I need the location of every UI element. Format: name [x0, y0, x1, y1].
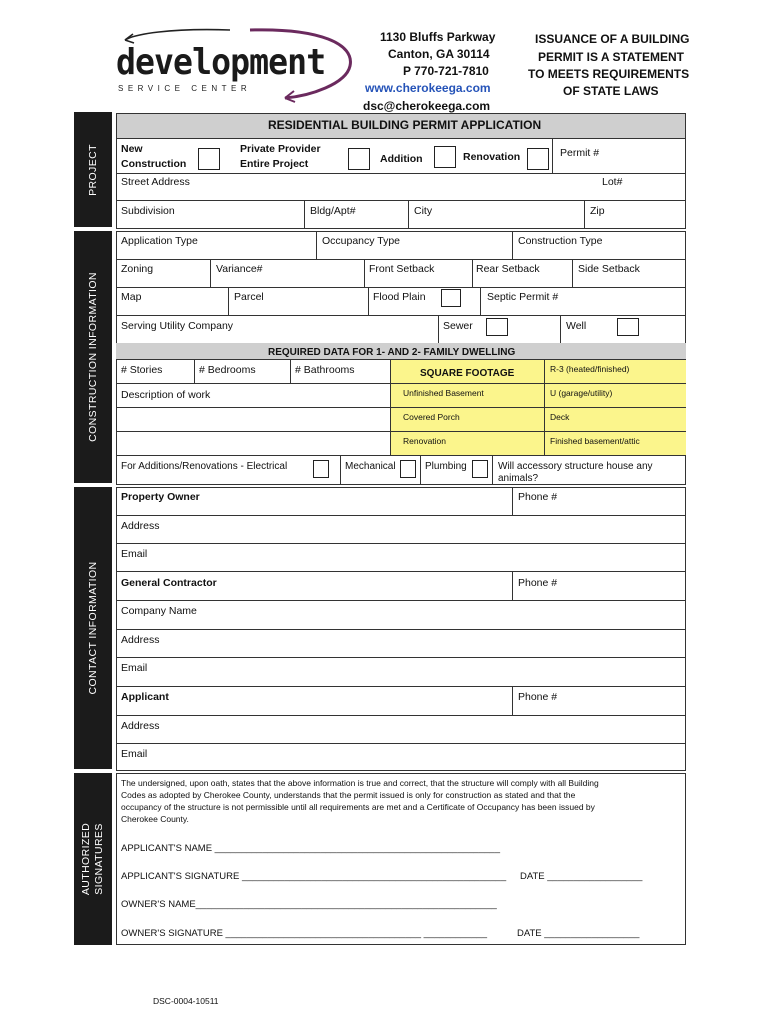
applicant-name-field[interactable]: APPLICANT'S NAME ______________________________________________________	[121, 843, 500, 854]
logo-word: development	[116, 42, 326, 83]
city-label: City	[414, 205, 433, 217]
bathrooms-label: # Bathrooms	[295, 364, 355, 376]
addition-label: Addition	[380, 153, 423, 165]
owner-email-label: Email	[121, 548, 148, 560]
mechanical-label: Mechanical	[345, 461, 396, 472]
side-label-signatures: AUTHORIZED SIGNATURES	[74, 773, 112, 945]
new-construction-label-1: New	[121, 143, 143, 155]
finished-basement-label: Finished basement/attic	[550, 436, 640, 446]
applicant-phone-label: Phone #	[518, 691, 558, 703]
owner-date-field[interactable]: DATE __________________	[517, 928, 640, 939]
applicant-label: Applicant	[121, 691, 169, 703]
flood-plain-label: Flood Plain	[373, 291, 426, 303]
variance-label: Variance#	[216, 263, 263, 275]
oath-line-1: The undersigned, upon oath, states that the above information is true and correct, that the structure will comply with all Building	[121, 778, 599, 788]
property-owner-label: Property Owner	[121, 491, 200, 503]
parcel-label: Parcel	[234, 291, 264, 303]
u-garage-label: U (garage/utility)	[550, 388, 613, 398]
electrical-checkbox[interactable]	[313, 460, 329, 478]
accessory-question-line-1: Will accessory structure house any	[498, 461, 653, 472]
deck-label: Deck	[550, 412, 570, 422]
r3-label: R-3 (heated/finished)	[550, 364, 630, 374]
applicant-signature-field[interactable]: APPLICANT'S SIGNATURE __________________________________________________	[121, 871, 507, 882]
covered-porch-label: Covered Porch	[403, 412, 460, 422]
well-label: Well	[566, 320, 587, 332]
mechanical-checkbox[interactable]	[400, 460, 416, 478]
stories-label: # Stories	[121, 364, 163, 376]
rear-setback-label: Rear Setback	[476, 263, 540, 275]
owner-name-field[interactable]: OWNER'S NAME_________________________________________________________	[121, 899, 497, 910]
map-label: Map	[121, 291, 142, 303]
front-setback-label: Front Setback	[369, 263, 435, 275]
renovation-sqft-label: Renovation	[403, 436, 447, 446]
private-provider-checkbox[interactable]	[348, 148, 370, 170]
required-data-title: REQUIRED DATA FOR 1- AND 2- FAMILY DWELLING	[268, 347, 516, 358]
website-link[interactable]: www.cherokeega.com	[365, 81, 491, 95]
well-checkbox[interactable]	[617, 318, 639, 336]
electrical-label: For Additions/Renovations - Electrical	[121, 461, 288, 472]
unfinished-basement-label: Unfinished Basement	[403, 388, 484, 398]
address-line-2: Canton, GA 30114	[388, 47, 490, 61]
owner-signature-field[interactable]: OWNER'S SIGNATURE _____________________________________ ____________	[121, 928, 488, 939]
contractor-address-label: Address	[121, 634, 160, 646]
construction-type-label: Construction Type	[518, 235, 603, 247]
sewer-checkbox[interactable]	[486, 318, 508, 336]
contractor-phone-label: Phone #	[518, 577, 558, 589]
side-label-contact: CONTACT INFORMATION	[74, 487, 112, 769]
statement-line-4: OF STATE LAWS	[563, 84, 659, 98]
form-code: DSC-0004-10511	[153, 996, 219, 1006]
description-of-work-label: Description of work	[121, 389, 211, 401]
bedrooms-label: # Bedrooms	[199, 364, 256, 376]
sewer-label: Sewer	[443, 320, 473, 332]
occupancy-type-label: Occupancy Type	[322, 235, 401, 247]
form-title: RESIDENTIAL BUILDING PERMIT APPLICATION	[268, 118, 542, 132]
side-label-project: PROJECT	[74, 112, 112, 227]
zoning-label: Zoning	[121, 263, 154, 275]
addition-checkbox[interactable]	[434, 146, 456, 168]
side-label-construction: CONSTRUCTION INFORMATION	[74, 231, 112, 483]
application-type-label: Application Type	[121, 235, 198, 247]
owner-address-label: Address	[121, 520, 160, 532]
square-footage-label: SQUARE FOOTAGE	[420, 368, 515, 379]
side-setback-label: Side Setback	[578, 263, 640, 275]
plumbing-checkbox[interactable]	[472, 460, 488, 478]
street-address-label: Street Address	[121, 176, 190, 188]
company-name-label: Company Name	[121, 605, 197, 617]
flood-plain-checkbox[interactable]	[441, 289, 461, 307]
bldg-apt-label: Bldg/Apt#	[310, 205, 356, 217]
zip-label: Zip	[590, 205, 605, 217]
private-provider-label-2: Entire Project	[240, 158, 309, 170]
applicant-email-label: Email	[121, 748, 148, 760]
oath-line-2: Codes as adopted by Cherokee County, understands that the permit issued is only for construction as stated and that the	[121, 790, 576, 800]
statement-line-1: ISSUANCE OF A BUILDING	[535, 32, 690, 46]
general-contractor-label: General Contractor	[121, 577, 217, 589]
renovation-checkbox[interactable]	[527, 148, 549, 170]
accessory-question-line-2: animals?	[498, 473, 539, 484]
private-provider-label-1: Private Provider	[240, 143, 321, 155]
septic-permit-label: Septic Permit #	[487, 291, 559, 303]
contractor-email-label: Email	[121, 662, 148, 674]
oath-line-4: Cherokee County.	[121, 814, 189, 824]
address-line-1: 1130 Bluffs Parkway	[380, 30, 496, 44]
applicant-address-label: Address	[121, 720, 160, 732]
new-construction-checkbox[interactable]	[198, 148, 220, 170]
lot-number-label: Lot#	[602, 176, 623, 188]
oath-line-3: occupancy of the structure is not permissible until all requirements are met and a Certificate of Occupancy has been issued by	[121, 802, 595, 812]
permit-number-label: Permit #	[560, 147, 600, 159]
logo-subtitle: SERVICE CENTER	[118, 84, 252, 93]
phone-number: P 770-721-7810	[403, 64, 489, 78]
logo	[110, 26, 360, 106]
statement-line-3: TO MEETS REQUIREMENTS	[528, 67, 690, 81]
subdivision-label: Subdivision	[121, 205, 175, 217]
owner-phone-label: Phone #	[518, 491, 558, 503]
plumbing-label: Plumbing	[425, 461, 467, 472]
email-link[interactable]: dsc@cherokeega.com	[363, 99, 491, 113]
statement-line-2: PERMIT IS A STATEMENT	[538, 50, 684, 64]
new-construction-label-2: Construction	[121, 158, 187, 170]
renovation-label: Renovation	[463, 151, 521, 163]
applicant-date-field[interactable]: DATE __________________	[520, 871, 643, 882]
serving-utility-label: Serving Utility Company	[121, 320, 234, 332]
